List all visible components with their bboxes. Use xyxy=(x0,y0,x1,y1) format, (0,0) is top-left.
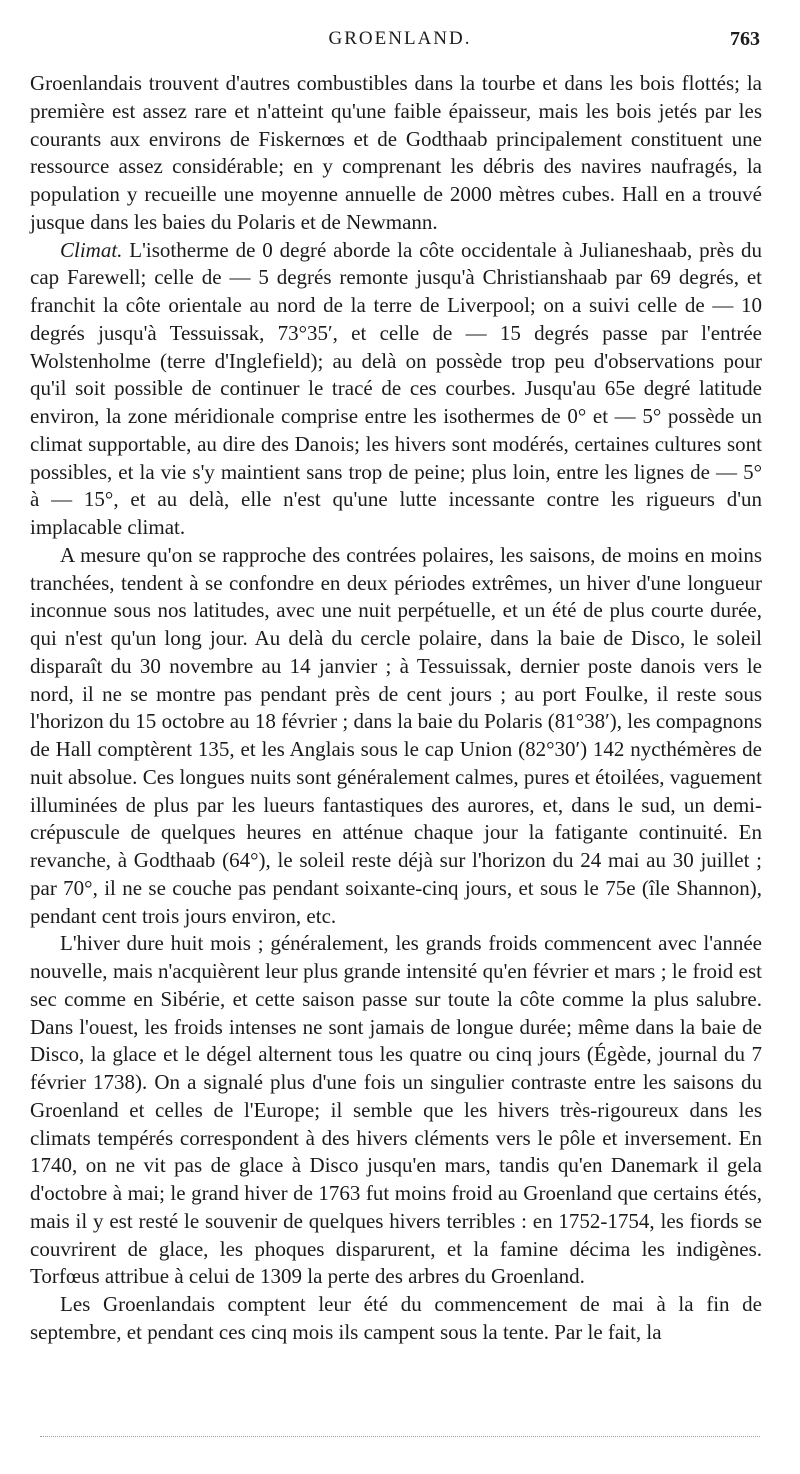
paragraph-text: L'isotherme de 0 degré aborde la côte occidentale à Julianeshaab, près du cap Farewell; celle de — 5 degrés remonte jusqu'à Christianshaab par 69 degrés, et franchit la côte orientale au nord de la terre de Liverpool; on a suivi celle de — 10 degrés jusqu'à Tessuissak, 73°35′, et celle de — 15 degrés passe par l'entrée Wolstenholme (terre d'Inglefield); au delà on possède trop peu d'observations pour qu'il soit possible de continuer le tracé de ces courbes. Jusqu'au 65e degré latitude environ, la zone méridionale comprise entre les isothermes de 0° et — 5° possède un climat supportable, au dire des Danois; les hivers sont modérés, certaines cultures sont possibles, et la vie s'y maintient sans trop de peine; plus loin, entre les lignes de — 5° à — 15°, et au delà, elle n'est qu'une lutte incessante contre les rigueurs d'un implacable climat. xyxy=(30,237,762,539)
paragraph-saisons xyxy=(30,542,762,931)
paragraph-text: Groenlandais trouvent d'autres combustibles dans la tourbe et dans les bois flottés; la première est assez rare et n'atteint qu'une faible épaisseur, mais les bois jetés par les courants aux environs de Fiskernœs et de Godthaab principalement constituent une ressource assez considérable; en y comprenant les débris des navires naufragés, la population y recueille une moyenne annuelle de 2000 mètres cubes. Hall en a trouvé jusque dans les baies du Polaris et de Newmann. xyxy=(30,71,762,234)
paragraph-text: L'hiver dure huit mois ; généralement, les grands froids commencent avec l'année nouvelle, mais n'acquièrent leur plus grande intensité qu'en février et mars ; le froid est sec comme en Sibérie, et cette saison passe sur toute la côte comme la plus salubre. Dans l'ouest, les froids intenses ne sont jamais de longue durée; même dans la baie de Disco, la glace et le dégel alternent tous les quatre ou cinq jours (Égède, journal du 7 février 1738). On a signalé plus d'une fois un singulier contraste entre les saisons du Groenland et celles de l'Europe; il semble que les hivers très-rigoureux dans les climats tempérés correspondent à des hivers cléments vers le pôle et inversement. En 1740, on ne vit pas de glace à Disco jusqu'en mars, tandis qu'en Danemark il gela d'octobre à mai; le grand hiver de 1763 fut moins froid au Groenland que certains étés, mais il y est resté le souvenir de quelques hivers terribles : en 1752-1754, les fiords se couvrirent de glace, les phoques disparurent, et la famine décima les indigènes. Torfœus attribue à celui de 1309 la perte des arbres du Groenland. xyxy=(30,931,762,1289)
section-lead-climat: Climat. xyxy=(60,237,123,262)
page-body xyxy=(30,70,762,1347)
paragraph-climat xyxy=(30,237,762,542)
paragraph-text: Les Groenlandais comptent leur été du commencement de mai à la fin de septembre, et pendant ces cinq mois ils campent sous la tente. Par le fait, la xyxy=(30,1292,762,1344)
paragraph-ete xyxy=(30,1291,762,1347)
paragraph-hiver xyxy=(30,930,762,1291)
paragraph-text: A mesure qu'on se rapproche des contrées polaires, les saisons, de moins en moins tranchées, tendent à se confondre en deux périodes extrêmes, un hiver d'une longueur inconnue sous nos latitudes, avec une nuit perpétuelle, et un été de plus courte durée, qui n'est qu'un long jour. Au delà du cercle polaire, dans la baie de Disco, le soleil disparaît du 30 novembre au 14 janvier ; à Tessuissak, dernier poste danois vers le nord, il ne se montre pas pendant près de cent jours ; au port Foulke, il reste sous l'horizon du 15 octobre au 18 février ; dans la baie du Polaris (81°38′), les compagnons de Hall comptèrent 135, et les Anglais sous le cap Union (82°30′) 142 nycthémères de nuit absolue. Ces longues nuits sont généralement calmes, pures et étoilées, vaguement illuminées de plus par les lueurs fantastiques des aurores, et, dans le sud, un demi-crépuscule de quelques heures en atténue chaque jour la fatigante continuité. En revanche, à Godthaab (64°), le soleil reste déjà sur l'horizon du 24 mai au 30 juillet ; par 70°, il ne se couche pas pendant soixante-cinq jours, et sous le 75e (île Shannon), pendant cent trois jours environ, etc. xyxy=(30,542,762,928)
running-title: GROENLAND. xyxy=(328,28,472,49)
page-number: 763 xyxy=(730,28,760,50)
page-header xyxy=(0,28,800,58)
paragraph-combustibles xyxy=(30,70,762,237)
footer-dotted-rule xyxy=(40,1436,760,1437)
